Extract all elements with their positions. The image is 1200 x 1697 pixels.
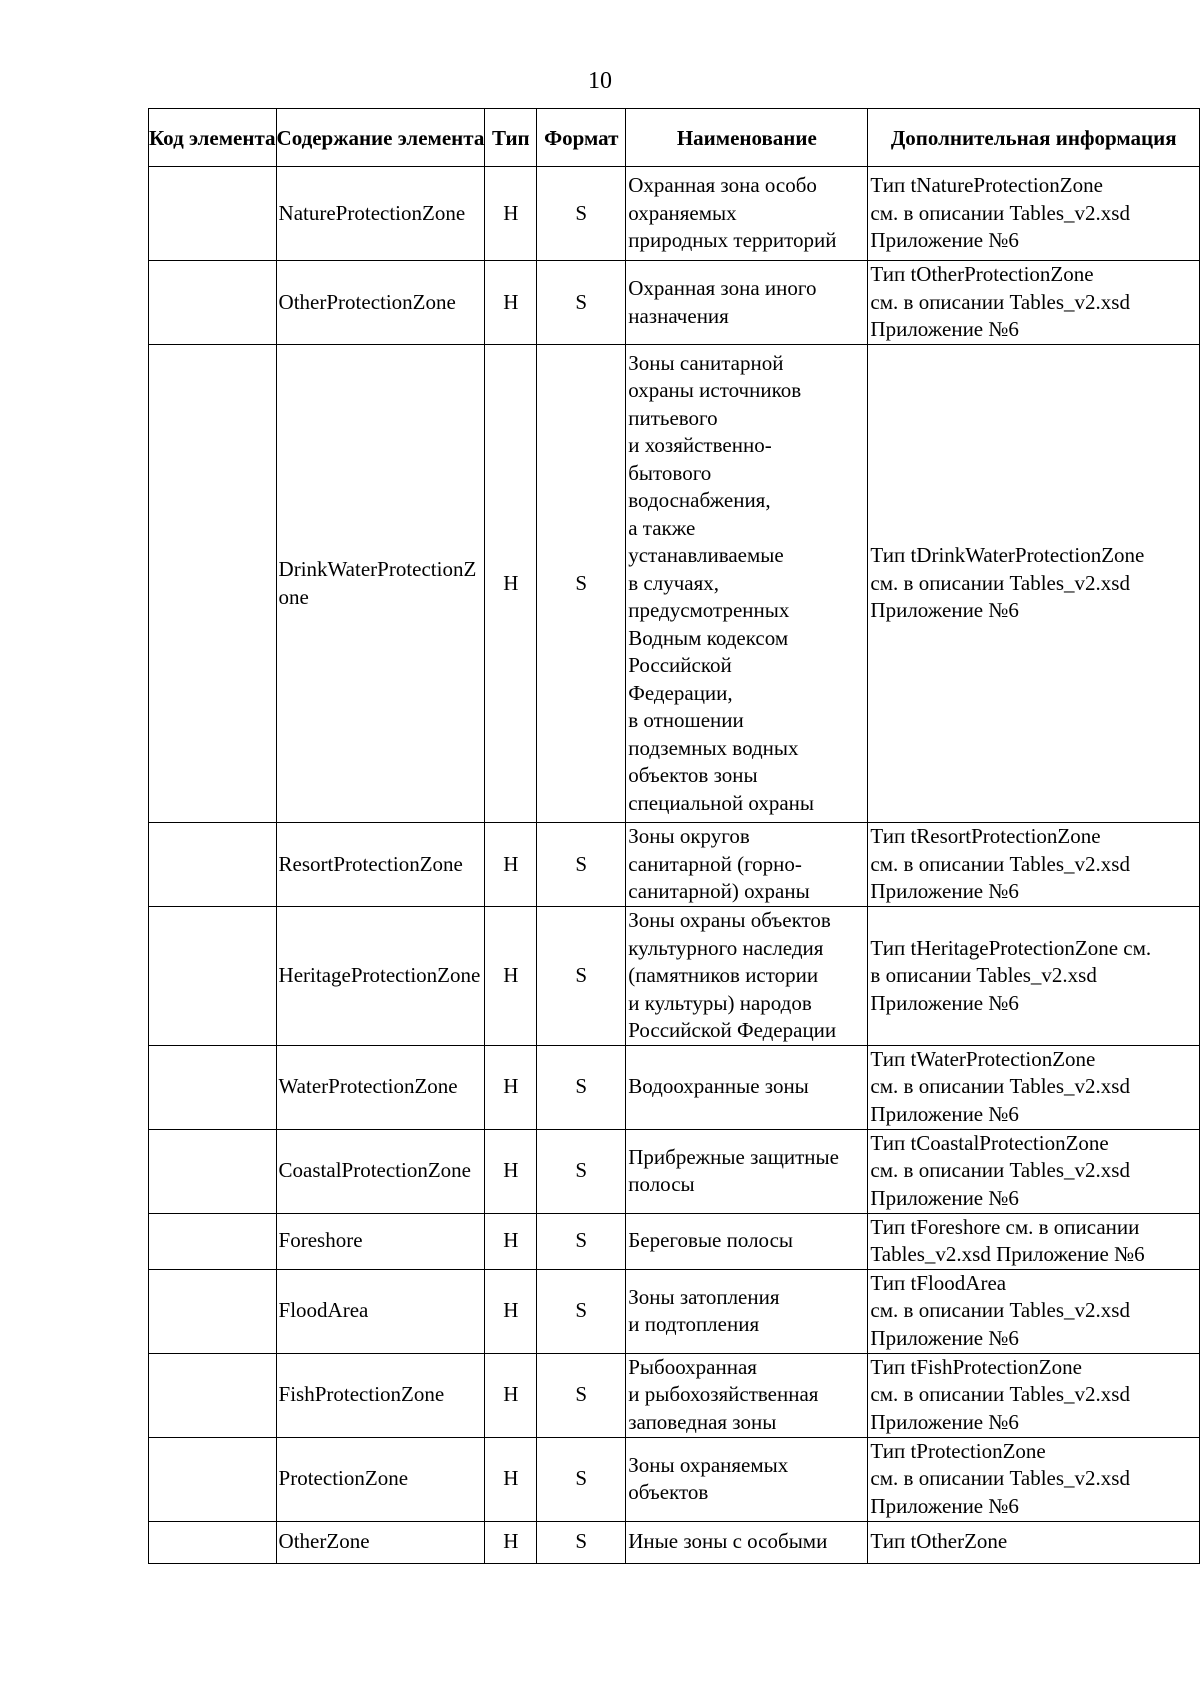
cell-code xyxy=(149,823,277,907)
cell-name: Охранная зона особо охраняемых природных территорий xyxy=(626,167,868,261)
header-type: Тип xyxy=(485,109,537,167)
table-row xyxy=(149,261,1200,345)
header-content: Содержание элемента xyxy=(276,109,485,167)
cell-type: Н xyxy=(485,1521,537,1563)
cell-info: Тип tHeritageProtectionZone см. в описании Tables_v2.xsd Приложение №6 xyxy=(868,907,1200,1046)
cell-name: Береговые полосы xyxy=(626,1213,868,1269)
table-row xyxy=(149,1045,1200,1129)
cell-info: Тип tNatureProtectionZone см. в описании Tables_v2.xsd Приложение №6 xyxy=(868,167,1200,261)
table-row xyxy=(149,1213,1200,1269)
table-row xyxy=(149,1353,1200,1437)
cell-code xyxy=(149,907,277,1046)
table-row xyxy=(149,167,1200,261)
cell-code xyxy=(149,1437,277,1521)
cell-format: S xyxy=(537,1353,626,1437)
table-row xyxy=(149,1269,1200,1353)
header-info: Дополнительная информация xyxy=(868,109,1200,167)
cell-name: Зоны затопления и подтопления xyxy=(626,1269,868,1353)
cell-format: S xyxy=(537,1045,626,1129)
cell-info: Тип tResortProtectionZone см. в описании Tables_v2.xsd Приложение №6 xyxy=(868,823,1200,907)
cell-content: NatureProtectionZone xyxy=(276,167,485,261)
cell-code xyxy=(149,261,277,345)
header-format: Формат xyxy=(537,109,626,167)
table-row xyxy=(149,345,1200,823)
cell-type: Н xyxy=(485,1213,537,1269)
cell-type: Н xyxy=(485,1437,537,1521)
cell-code xyxy=(149,1045,277,1129)
cell-format: S xyxy=(537,1269,626,1353)
cell-content: CoastalProtectionZone xyxy=(276,1129,485,1213)
cell-code xyxy=(149,345,277,823)
cell-name: Водоохранные зоны xyxy=(626,1045,868,1129)
elements-table xyxy=(148,108,1200,1564)
cell-type: Н xyxy=(485,1129,537,1213)
cell-info: Тип tCoastalProtectionZone см. в описании Tables_v2.xsd Приложение №6 xyxy=(868,1129,1200,1213)
cell-content: Foreshore xyxy=(276,1213,485,1269)
cell-name: Зоны санитарной охраны источников питьевого и хозяйственно- бытового водоснабжения, а также устанавливаемые в случаях, предусмотренных Водным кодексом Российской Федерации, в отношении подземных водных объектов зоны специальной охраны xyxy=(626,345,868,823)
cell-content: HeritageProtectionZone xyxy=(276,907,485,1046)
table-row xyxy=(149,823,1200,907)
table-row xyxy=(149,907,1200,1046)
cell-info: Тип tFishProtectionZone см. в описании Tables_v2.xsd Приложение №6 xyxy=(868,1353,1200,1437)
cell-content: FloodArea xyxy=(276,1269,485,1353)
cell-type: Н xyxy=(485,1045,537,1129)
cell-name: Иные зоны с особыми xyxy=(626,1521,868,1563)
cell-type: Н xyxy=(485,167,537,261)
cell-info: Тип tDrinkWaterProtectionZone см. в описании Tables_v2.xsd Приложение №6 xyxy=(868,345,1200,823)
cell-code xyxy=(149,1269,277,1353)
cell-name: Зоны охраны объектов культурного наследия (памятников истории и культуры) народов Российской Федерации xyxy=(626,907,868,1046)
cell-info: Тип tFloodArea см. в описании Tables_v2.xsd Приложение №6 xyxy=(868,1269,1200,1353)
cell-format: S xyxy=(537,1129,626,1213)
cell-type: Н xyxy=(485,345,537,823)
cell-content: FishProtectionZone xyxy=(276,1353,485,1437)
cell-name: Зоны округов санитарной (горно- санитарной) охраны xyxy=(626,823,868,907)
cell-format: S xyxy=(537,1521,626,1563)
table-header-row xyxy=(149,109,1200,167)
cell-info: Тип tProtectionZone см. в описании Tables_v2.xsd Приложение №6 xyxy=(868,1437,1200,1521)
cell-type: Н xyxy=(485,261,537,345)
cell-code xyxy=(149,167,277,261)
cell-info: Тип tOtherZone xyxy=(868,1521,1200,1563)
cell-content: ProtectionZone xyxy=(276,1437,485,1521)
cell-name: Прибрежные защитные полосы xyxy=(626,1129,868,1213)
header-code: Код элемента xyxy=(149,109,277,167)
table-body xyxy=(149,167,1200,1564)
cell-name: Рыбоохранная и рыбохозяйственная заповедная зоны xyxy=(626,1353,868,1437)
cell-format: S xyxy=(537,907,626,1046)
cell-info: Тип tForeshore см. в описании Tables_v2.xsd Приложение №6 xyxy=(868,1213,1200,1269)
cell-name: Охранная зона иного назначения xyxy=(626,261,868,345)
cell-content: OtherZone xyxy=(276,1521,485,1563)
cell-format: S xyxy=(537,345,626,823)
cell-content: ResortProtectionZone xyxy=(276,823,485,907)
cell-type: Н xyxy=(485,1353,537,1437)
table-row xyxy=(149,1129,1200,1213)
table-row xyxy=(149,1521,1200,1563)
cell-format: S xyxy=(537,261,626,345)
cell-code xyxy=(149,1521,277,1563)
cell-type: Н xyxy=(485,907,537,1046)
cell-content: WaterProtectionZone xyxy=(276,1045,485,1129)
cell-format: S xyxy=(537,167,626,261)
cell-name: Зоны охраняемых объектов xyxy=(626,1437,868,1521)
cell-format: S xyxy=(537,1437,626,1521)
page-number: 10 xyxy=(588,68,612,94)
cell-code xyxy=(149,1213,277,1269)
header-name: Наименование xyxy=(626,109,868,167)
cell-info: Тип tOtherProtectionZone см. в описании Tables_v2.xsd Приложение №6 xyxy=(868,261,1200,345)
cell-code xyxy=(149,1129,277,1213)
cell-type: Н xyxy=(485,823,537,907)
cell-format: S xyxy=(537,823,626,907)
cell-content: OtherProtectionZone xyxy=(276,261,485,345)
cell-info: Тип tWaterProtectionZone см. в описании Tables_v2.xsd Приложение №6 xyxy=(868,1045,1200,1129)
cell-format: S xyxy=(537,1213,626,1269)
cell-content: DrinkWaterProtectionZone xyxy=(276,345,485,823)
cell-code xyxy=(149,1353,277,1437)
table-row xyxy=(149,1437,1200,1521)
cell-type: Н xyxy=(485,1269,537,1353)
